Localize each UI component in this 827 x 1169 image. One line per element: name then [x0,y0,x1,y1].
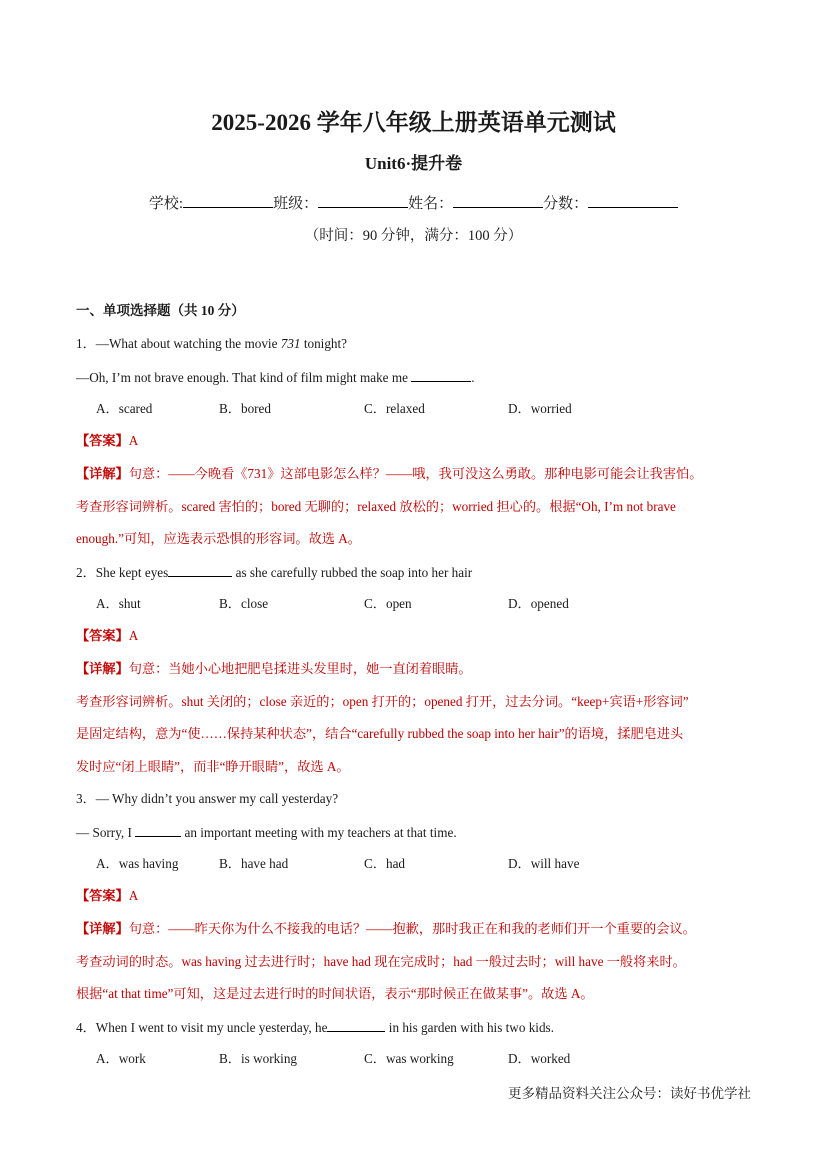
q1-answer: 【答案】A [76,433,139,448]
q1-option-b[interactable]: B．bored [219,401,272,416]
time-info: （时间：90 分钟，满分：100 分） [304,228,523,244]
q2-option-d[interactable]: D．opened [508,596,569,611]
question-3-stem: 3．— Why didn’t you answer my call yesterday? [76,791,339,806]
q1-option-a[interactable]: A．scared [96,401,153,416]
answer-blank [135,823,181,837]
q2-option-c[interactable]: C．open [364,596,412,611]
q3-detail-line-3: 根据“at that time”可知，这是过去进行时的时间状语，表示“那时候正在做某事”。故选 A。 [76,986,594,1001]
question-1-response: —Oh, I’m not brave enough. That kind of film might make me . [76,370,475,385]
q1-detail-line-3: enough.”可知，应选表示恐惧的形容词。故选 A。 [76,531,361,546]
q1-detail-line-2: 考查形容词辨析。scared 害怕的；bored 无聊的；relaxed 放松的；worried 担心的。根据“Oh, I’m not brave [76,499,676,514]
page-title: 2025-2026 学年八年级上册英语单元测试 [211,110,616,135]
q2-option-a[interactable]: A．shut [96,596,141,611]
q2-answer: 【答案】A [76,628,139,643]
answer-blank [411,368,471,382]
answer-blank [327,1018,385,1032]
question-2-stem: 2．She kept eyes as she carefully rubbed the soap into her hair [76,565,473,580]
page-subtitle: Unit6·提升卷 [364,154,463,173]
q3-answer: 【答案】A [76,888,139,903]
answer-blank [168,563,232,577]
q3-detail-line-2: 考查动词的时态。was having 过去进行时；have had 现在完成时；had 一般过去时；will have 一般将来时。 [76,954,686,969]
q1-option-c[interactable]: C．relaxed [364,401,425,416]
q2-detail-line-3: 是固定结构，意为“使……保持某种状态”，结合“carefully rubbed the soap into her hair”的语境，揉肥皂进头 [76,726,684,741]
q3-option-b[interactable]: B．have had [219,856,289,871]
score-blank[interactable] [588,193,678,208]
score-label: 分数： [543,196,589,212]
section-title: 一、单项选择题（共 10 分） [76,303,245,318]
q4-option-d[interactable]: D．worked [508,1051,571,1066]
question-4-stem: 4．When I went to visit my uncle yesterday, he in his garden with his two kids. [76,1020,554,1035]
question-1-stem: 1．—What about watching the movie 731 tonight? [76,336,348,351]
q4-option-c[interactable]: C．was working [364,1051,454,1066]
q4-option-b[interactable]: B．is working [219,1051,298,1066]
name-label: 姓名： [408,196,454,212]
school-blank[interactable] [183,193,273,208]
class-label: 班级： [273,196,319,212]
q1-detail-line-1: 【详解】句意：——今晚看《731》这部电影怎么样？——哦，我可没这么勇敢。那种电影可能会让我害怕。 [76,466,703,481]
q3-option-a[interactable]: A．was having [96,856,179,871]
q2-detail-line-2: 考查形容词辨析。shut 关闭的；close 亲近的；open 打开的；opened 打开，过去分词。“keep+宾语+形容词” [76,694,689,709]
name-blank[interactable] [453,193,543,208]
q4-option-a[interactable]: A．work [96,1051,146,1066]
class-blank[interactable] [318,193,408,208]
footer-promo: 更多精品资料关注公众号：读好书优学社 [508,1086,751,1102]
q1-option-d[interactable]: D．worried [508,401,572,416]
movie-title: 731 [280,336,301,351]
q3-option-d[interactable]: D．will have [508,856,580,871]
question-3-response: — Sorry, I an important meeting with my teachers at that time. [76,825,457,840]
school-label: 学校: [148,196,184,212]
q2-detail-line-4: 发时应“闭上眼睛”，而非“睁开眼睛”，故选 A。 [76,759,350,774]
student-info-row [0,193,827,214]
q2-detail-line-1: 【详解】句意：当她小心地把肥皂揉进头发里时，她一直闭着眼睛。 [76,661,472,676]
q2-option-b[interactable]: B．close [219,596,269,611]
q3-detail-line-1: 【详解】句意：——昨天你为什么不接我的电话？——抱歉，那时我正在和我的老师们开一个重要的会议。 [76,921,696,936]
q3-option-c[interactable]: C．had [364,856,406,871]
